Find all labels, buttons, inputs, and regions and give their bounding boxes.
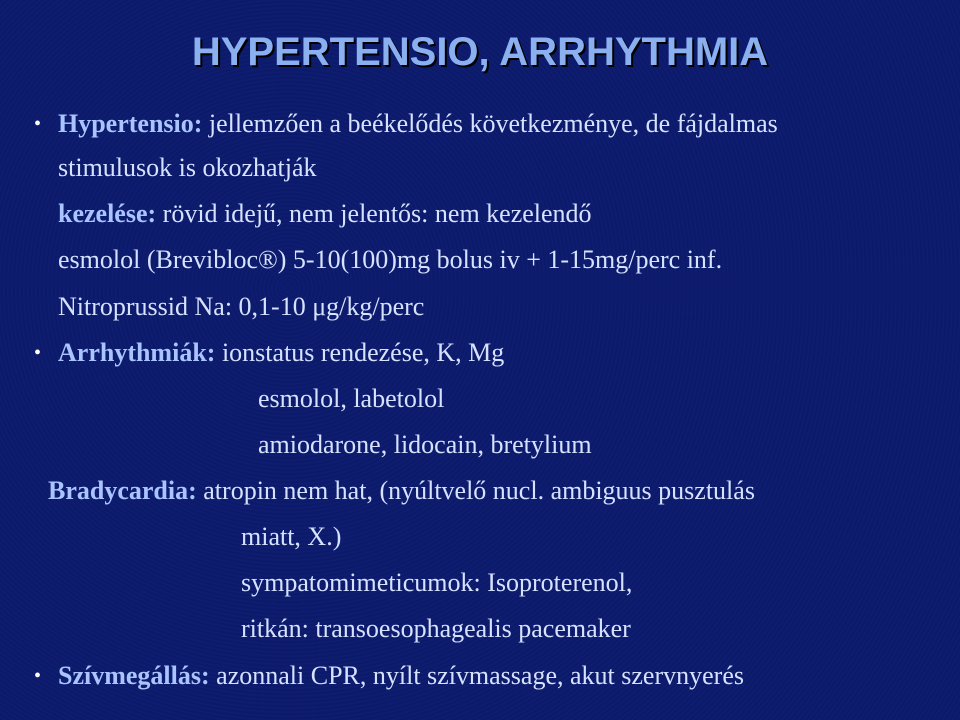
hypertensio-line-1 — [58, 109, 778, 139]
bradycardia-line-1 — [48, 476, 755, 506]
szivmegallas-label: Szívmegállás: — [58, 661, 210, 690]
bradycardia-line-3: sympatomimeticumok: Isoproterenol, — [241, 568, 633, 597]
arrhythmia-text: ionstatus rendezése, K, Mg — [215, 338, 505, 367]
bullet-icon: • — [34, 665, 42, 687]
esmolol-line: esmolol (Brevibloc®) 5-10(100)mg bolus iv + 1-15mg/perc inf. — [58, 245, 723, 274]
bullet-icon: • — [34, 113, 42, 135]
arrhythmia-line-2: esmolol, labetolol — [258, 384, 445, 413]
slide-title: HYPERTENSIO, ARRHYTHMIA — [191, 30, 769, 74]
treatment-label: kezelése: — [58, 199, 157, 228]
hypertensio-label: Hypertensio: — [58, 109, 203, 138]
bullet-icon: • — [34, 342, 42, 364]
bradycardia-line-4: ritkán: transoesophagealis pacemaker — [241, 614, 631, 643]
treatment-text: rövid idejű, nem jelentős: nem kezelendő — [156, 199, 592, 228]
arrhythmia-line-3: amiodarone, lidocain, bretylium — [258, 430, 592, 459]
arrhythmia-label: Arrhythmiák: — [58, 338, 216, 367]
szivmegallas-line — [58, 661, 744, 691]
bradycardia-text: atropin nem hat, (nyúltvelő nucl. ambiguus pusztulás — [196, 476, 755, 505]
nitroprussid-line: Nitroprussid Na: 0,1-10 μg/kg/perc — [58, 292, 425, 321]
bradycardia-line-2: miatt, X.) — [241, 522, 342, 551]
bradycardia-label: Bradycardia: — [48, 476, 197, 505]
hypertensio-text: jellemzően a beékelődés következménye, de fájdalmas — [202, 109, 778, 138]
hypertensio-line-2: stimulusok is okozhatják — [58, 153, 317, 182]
arrhythmia-line-1 — [58, 338, 504, 368]
szivmegallas-text: azonnali CPR, nyílt szívmassage, akut szervnyerés — [209, 661, 744, 690]
hypertensio-treatment-line — [58, 199, 592, 229]
